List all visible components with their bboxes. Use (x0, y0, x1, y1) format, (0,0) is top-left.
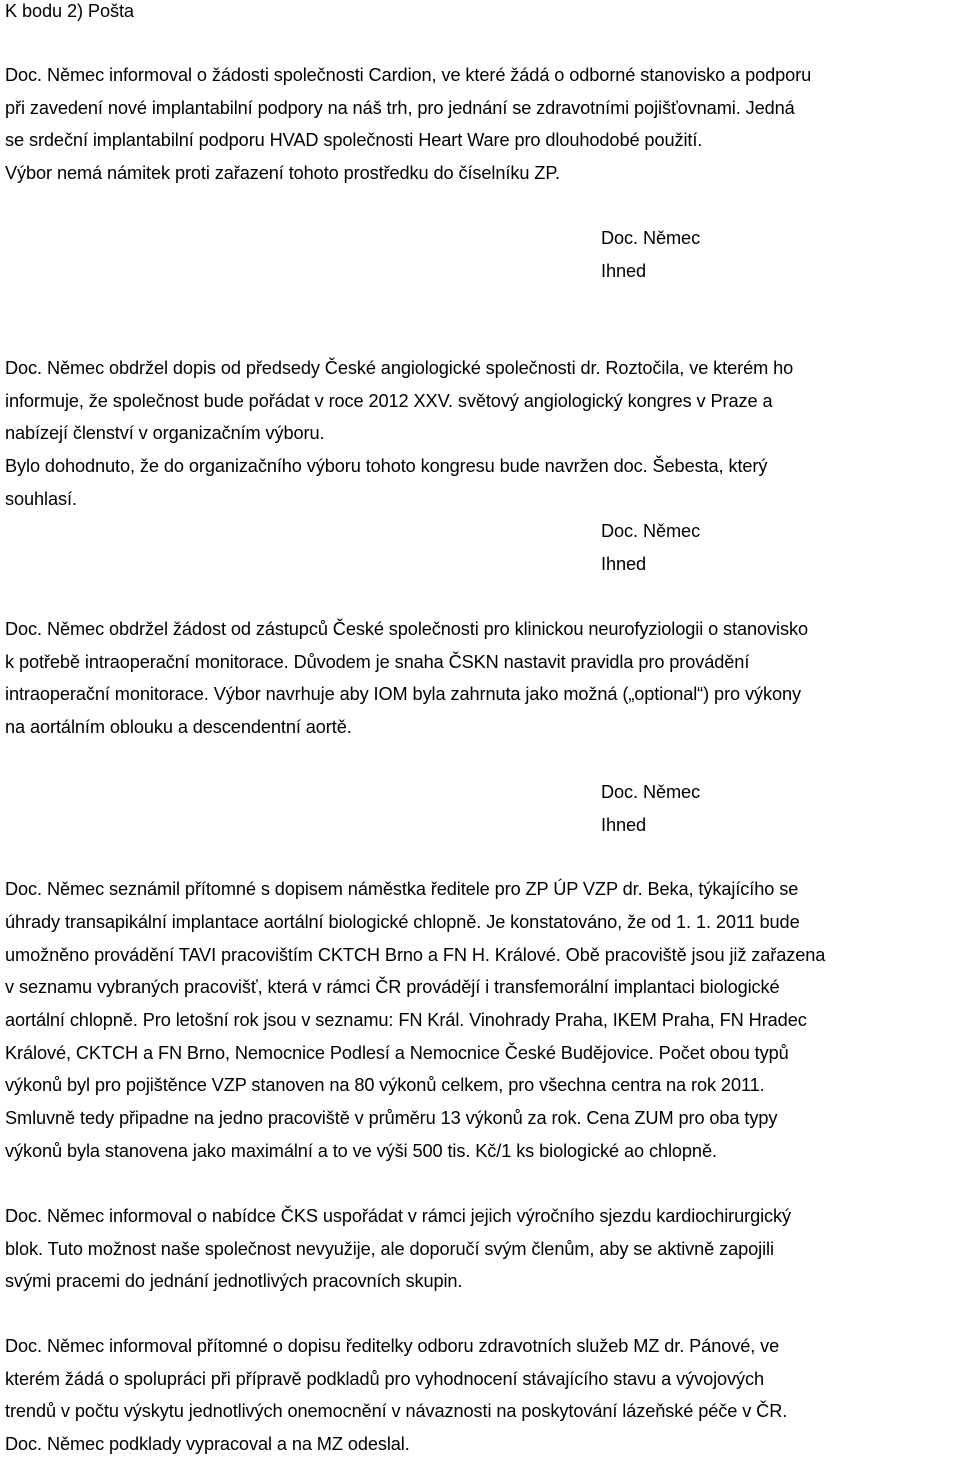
paragraph-line: výkonů byla stanovena jako maximální a to ve výši 500 tis. Kč/1 ks biologické ao chlopně. (5, 1141, 717, 1161)
paragraph-line: svými pracemi do jednání jednotlivých pracovních skupin. (5, 1271, 463, 1291)
paragraph-line: informuje, že společnost bude pořádat v roce 2012 XXV. světový angiologický kongres v Praze a (5, 391, 773, 411)
responsible-person: Doc. Němec (601, 521, 701, 541)
paragraph-line: nabízejí členství v organizačním výboru. (5, 423, 325, 443)
paragraph-line: úhrady transapikální implantace aortální biologické chlopně. Je konstatováno, že od 1. 1. 2011 bude (5, 912, 800, 932)
section-heading: K bodu 2) Pošta (5, 1, 134, 21)
paragraph-line: trendů v počtu výskytu jednotlivých onemocnění v návaznosti na poskytování lázeňské péče v ČR. (5, 1401, 788, 1421)
paragraph-line: Bylo dohodnuto, že do organizačního výboru tohoto kongresu bude navržen doc. Šebesta, který (5, 456, 768, 476)
paragraph-line: Doc. Němec podklady vypracoval a na MZ odeslal. (5, 1434, 410, 1454)
deadline: Ihned (601, 554, 647, 574)
paragraph-line: blok. Tuto možnost naše společnost nevyužije, ale doporučí svým členům, aby se aktivně zapojili (5, 1239, 774, 1259)
paragraph-line: Doc. Němec obdržel žádost od zástupců České společnosti pro klinickou neurofyziologii o stanovisko (5, 619, 808, 639)
deadline: Ihned (601, 261, 647, 281)
paragraph-line: v seznamu vybraných pracovišť, která v rámci ČR provádějí i transfemorální implantaci biologické (5, 977, 780, 997)
paragraph-line: kterém žádá o spolupráci při přípravě podkladů pro vyhodnocení stávajícího stavu a vývojových (5, 1369, 765, 1389)
deadline: Ihned (601, 815, 647, 835)
paragraph-line: k potřebě intraoperační monitorace. Důvodem je snaha ČSKN nastavit pravidla pro provádění (5, 652, 750, 672)
paragraph-line: Smluvně tedy připadne na jedno pracoviště v průměru 13 výkonů za rok. Cena ZUM pro oba typy (5, 1108, 778, 1128)
paragraph-line: výkonů byl pro pojištěnce VZP stanoven na 80 výkonů celkem, pro všechna centra na rok 2011. (5, 1075, 765, 1095)
responsible-person: Doc. Němec (601, 228, 701, 248)
paragraph-line: Doc. Němec informoval o žádosti společnosti Cardion, ve které žádá o odborné stanovisko a podporu (5, 65, 812, 85)
paragraph-line: Doc. Němec obdržel dopis od předsedy České angiologické společnosti dr. Roztočila, ve kterém ho (5, 358, 794, 378)
paragraph-line: souhlasí. (5, 489, 77, 509)
responsible-person: Doc. Němec (601, 782, 701, 802)
paragraph-line: Králové, CKTCH a FN Brno, Nemocnice Podlesí a Nemocnice České Budějovice. Počet obou typů (5, 1043, 789, 1063)
paragraph-line: aortální chlopně. Pro letošní rok jsou v seznamu: FN Král. Vinohrady Praha, IKEM Praha, FN Hradec (5, 1010, 807, 1030)
paragraph-line: se srdeční implantabilní podporu HVAD společnosti Heart Ware pro dlouhodobé použití. (5, 130, 703, 150)
paragraph-line: při zavedení nové implantabilní podpory na náš trh, pro jednání se zdravotními pojišťovnami. Jedná (5, 98, 795, 118)
paragraph-line: Výbor nemá námitek proti zařazení tohoto prostředku do číselníku ZP. (5, 163, 560, 183)
paragraph-line: umožněno provádění TAVI pracovištím CKTCH Brno a FN H. Králové. Obě pracoviště jsou již zařazena (5, 945, 826, 965)
paragraph-line: Doc. Němec informoval o nabídce ČKS uspořádat v rámci jejich výročního sjezdu kardiochirurgický (5, 1206, 792, 1226)
paragraph-line: Doc. Němec informoval přítomné o dopisu ředitelky odboru zdravotních služeb MZ dr. Pánové, ve (5, 1336, 780, 1356)
paragraph-line: na aortálním oblouku a descendentní aortě. (5, 717, 352, 737)
paragraph-line: intraoperační monitorace. Výbor navrhuje aby IOM byla zahrnuta jako možná („optional“) pro výkony (5, 684, 801, 704)
paragraph-line: Doc. Němec seznámil přítomné s dopisem náměstka ředitele pro ZP ÚP VZP dr. Beka, týkajícího se (5, 879, 799, 899)
